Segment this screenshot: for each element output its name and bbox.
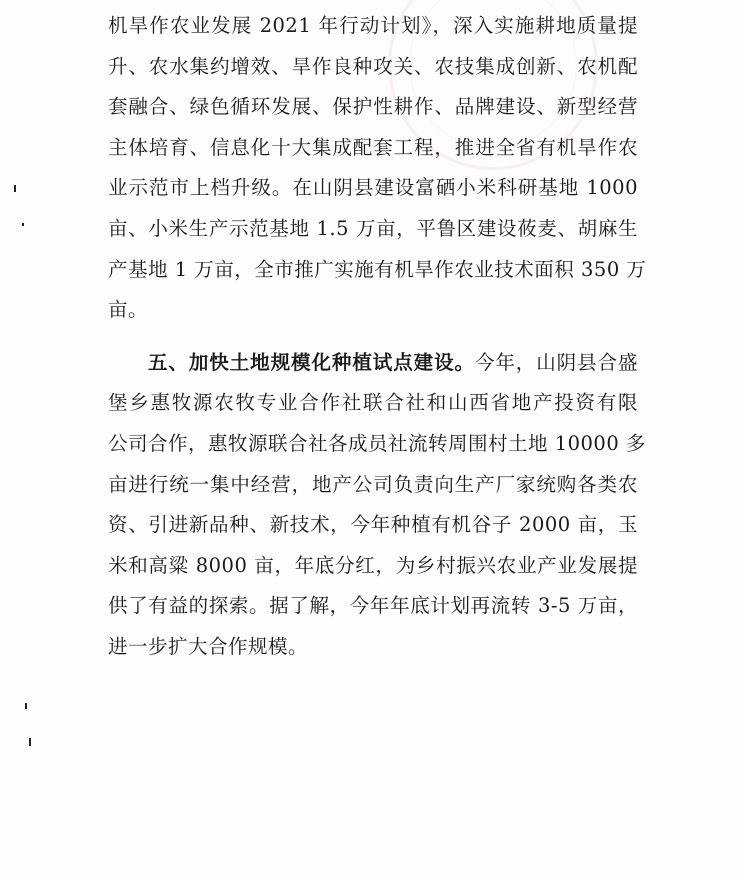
body-text (108, 6, 647, 668)
text-line: 升、农水集约增效、旱作良种攻关、农技集成创新、农机配 (108, 54, 638, 78)
scan-mark (29, 738, 31, 746)
text-line: 资、引进新品种、新技术，今年种植有机谷子 2000 亩，玉 (108, 513, 638, 537)
text-line: 公司合作，惠牧源联合社各成员社流转周围村土地 10000 多 (108, 431, 646, 455)
scan-mark (14, 185, 16, 192)
section-heading-rest: 今年，山阴县合盛 (474, 350, 638, 374)
text-line: 进一步扩大合作规模。 (108, 634, 309, 658)
text-line: 米和高粱 8000 亩，年底分红，为乡村振兴农业产业发展提 (108, 553, 638, 577)
text-line: 堡乡惠牧源农牧专业合作社联合社和山西省地产投资有限 (108, 391, 638, 415)
scan-mark (22, 223, 24, 226)
text-line: 亩、小米生产示范基地 1.5 万亩，平鲁区建设莜麦、胡麻生 (108, 216, 638, 240)
paragraph-gap (108, 331, 638, 343)
text-line: 产基地 1 万亩，全市推广实施有机旱作农业技术面积 350 万 (108, 257, 647, 281)
text-line: 亩。 (108, 298, 149, 322)
text-line: 业示范市上档升级。在山阴县建设富硒小米科研基地 1000 (108, 176, 638, 200)
text-line: 机旱作农业发展 2021 年行动计划》，深入实施耕地质量提 (108, 14, 638, 37)
text-line: 套融合、绿色循环发展、保护性耕作、品牌建设、新型经营 (108, 95, 638, 119)
section-heading-line (108, 343, 638, 384)
text-line: 亩进行统一集中经营，地产公司负责向生产厂家统购各类农 (108, 472, 638, 496)
text-line: 供了有益的探索。据了解，今年年底计划再流转 3-5 万亩， (108, 594, 638, 618)
scan-mark (25, 703, 27, 709)
text-line: 主体培育、信息化十大集成配套工程，推进全省有机旱作农 (108, 135, 638, 159)
section-heading: 五、加快土地规模化种植试点建设。 (148, 350, 475, 374)
